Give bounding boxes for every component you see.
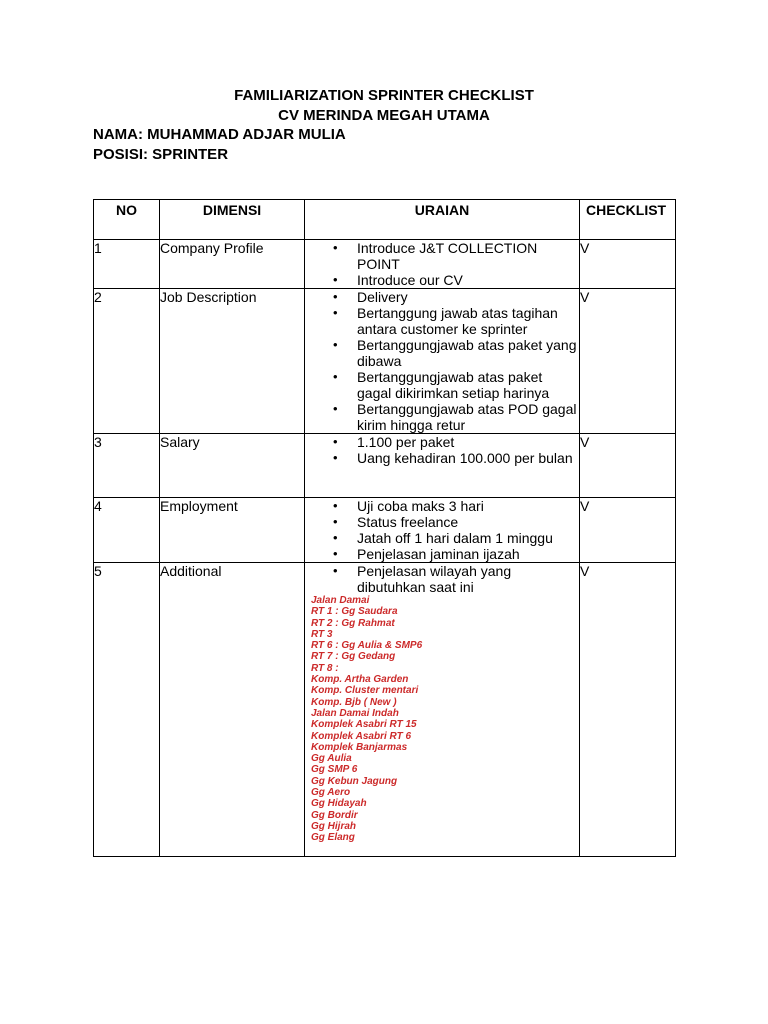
table-row (94, 434, 676, 498)
area-item: Gg Bordir (311, 809, 358, 821)
checklist-mark: V (580, 240, 590, 256)
uraian-item: • Bertanggungjawab atas paket yang dibawa (357, 337, 579, 369)
row-number: 4 (94, 498, 102, 514)
uraian-item: • Penjelasan wilayah yang dibutuhkan saat ini (357, 563, 579, 595)
area-item: Komplek Asabri RT 6 (311, 730, 412, 742)
uraian-list (305, 434, 579, 466)
checklist-table (93, 199, 676, 857)
area-item: Komp. Bjb ( New ) (311, 696, 397, 708)
row-dimension: Additional (160, 563, 222, 579)
area-item: Gg SMP 6 (311, 764, 358, 776)
area-list (305, 595, 579, 844)
area-item: Gg Kebun Jagung (311, 775, 398, 787)
uraian-item: • Uang kehadiran 100.000 per bulan (357, 450, 579, 466)
table-row (94, 289, 676, 434)
uraian-item: • 1.100 per paket (357, 434, 579, 450)
employee-name: NAMA: MUHAMMAD ADJAR MULIA (93, 126, 346, 143)
company-name: CV MERINDA MEGAH UTAMA (278, 107, 490, 124)
area-item: RT 6 : Gg Aulia & SMP6 (311, 640, 423, 652)
area-item: Gg Elang (311, 832, 355, 844)
uraian-item: • Introduce our CV (357, 272, 579, 288)
checklist-mark: V (580, 434, 590, 450)
checklist-mark: V (580, 563, 590, 579)
area-item: Gg Aulia (311, 753, 352, 765)
table-row (94, 563, 676, 857)
area-item: Gg Aero (311, 787, 351, 799)
employee-position: POSISI: SPRINTER (93, 146, 229, 163)
area-item: Gg Hijrah (311, 820, 357, 832)
uraian-item: • Status freelance (357, 514, 579, 530)
table-header-row (94, 200, 676, 240)
area-item: Jalan Damai Indah (311, 707, 399, 719)
uraian-item: • Bertanggungjawab atas POD gagal kirim hingga retur (357, 401, 579, 433)
area-item: RT 1 : Gg Saudara (311, 606, 398, 618)
row-number: 2 (94, 289, 102, 305)
uraian-list (305, 289, 579, 433)
column-header-dimensi: DIMENSI (160, 200, 305, 240)
column-header-no: NO (94, 200, 160, 240)
area-item: Komp. Cluster mentari (311, 685, 419, 697)
row-dimension: Company Profile (160, 240, 264, 256)
uraian-item: • Bertanggungjawab atas paket gagal dikirimkan setiap harinya (357, 369, 579, 401)
row-dimension: Job Description (160, 289, 257, 305)
uraian-list (305, 240, 579, 288)
column-header-uraian: URAIAN (305, 200, 580, 240)
area-item: Gg Hidayah (311, 798, 367, 810)
checklist-mark: V (580, 498, 590, 514)
table-row (94, 240, 676, 289)
row-dimension: Salary (160, 434, 200, 450)
area-item: RT 2 : Gg Rahmat (311, 617, 395, 629)
column-header-checklist: CHECKLIST (580, 200, 676, 240)
row-number: 5 (94, 563, 102, 579)
area-item: RT 8 : (311, 662, 339, 674)
uraian-list (305, 563, 579, 595)
uraian-item: • Jatah off 1 hari dalam 1 minggu (357, 530, 579, 546)
uraian-list (305, 498, 579, 562)
uraian-item: • Bertanggung jawab atas tagihan antara customer ke sprinter (357, 305, 579, 337)
area-item: Komplek Asabri RT 15 (311, 719, 417, 731)
uraian-item: • Introduce J&T COLLECTION POINT (357, 240, 579, 272)
area-item: Jalan Damai (311, 595, 370, 606)
row-number: 1 (94, 240, 102, 256)
area-item: Komp. Artha Garden (311, 674, 409, 686)
table-row (94, 498, 676, 563)
row-number: 3 (94, 434, 102, 450)
area-item: RT 3 (311, 628, 333, 640)
uraian-item: • Penjelasan jaminan ijazah (357, 546, 579, 562)
uraian-item: • Uji coba maks 3 hari (357, 498, 579, 514)
row-dimension: Employment (160, 498, 238, 514)
area-item: RT 7 : Gg Gedang (311, 651, 396, 663)
area-item: Komplek Banjarmas (311, 741, 408, 753)
uraian-item: • Delivery (357, 289, 579, 305)
document-title: FAMILIARIZATION SPRINTER CHECKLIST (234, 87, 534, 104)
checklist-mark: V (580, 289, 590, 305)
